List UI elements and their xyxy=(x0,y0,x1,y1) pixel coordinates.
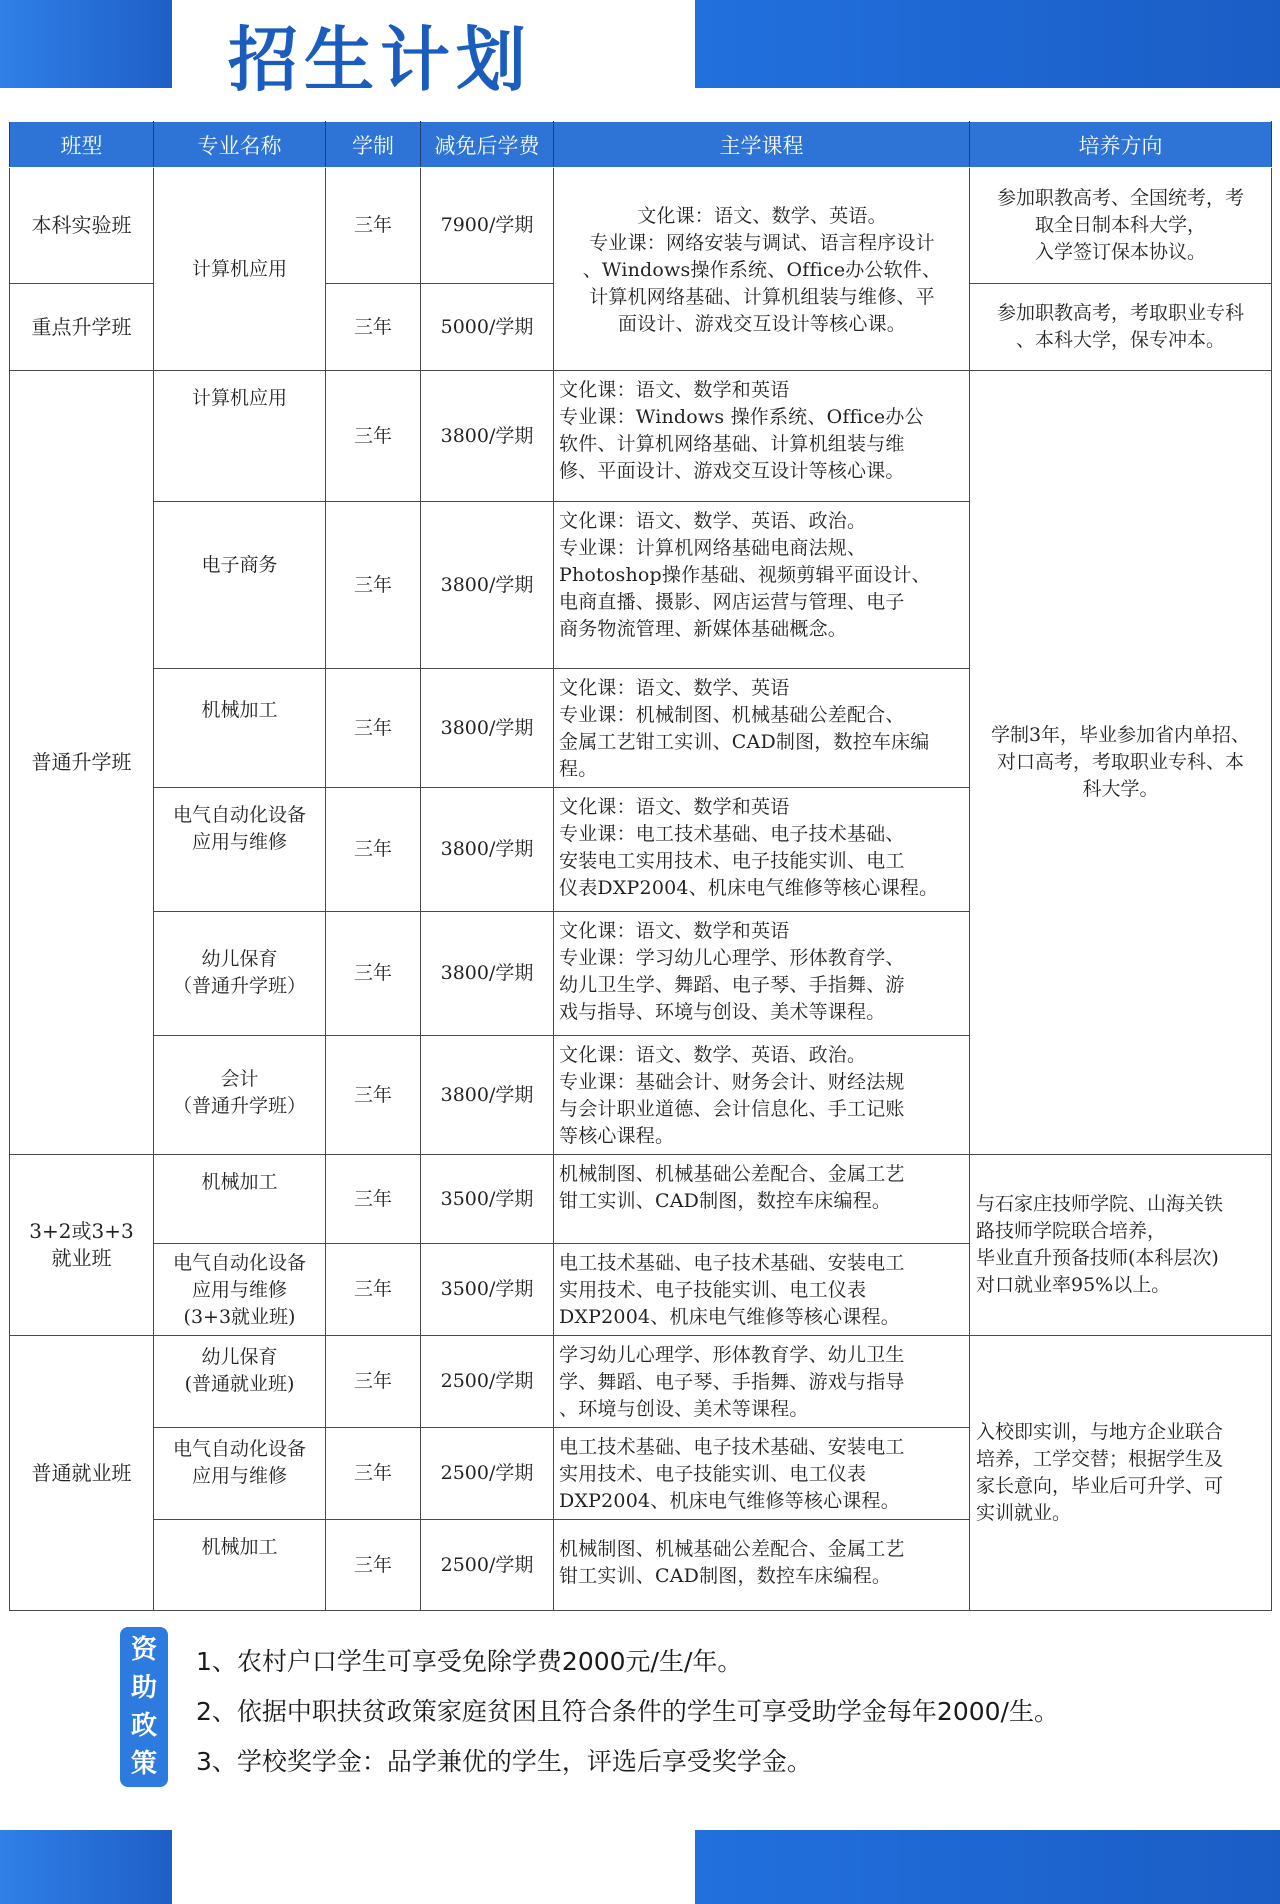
direction-line: 学制3年，毕业参加省内单招、 xyxy=(990,724,1251,746)
policy-badge-char: 资 xyxy=(130,1635,157,1665)
class-type-cell xyxy=(10,1155,154,1336)
duration-cell: 三年 xyxy=(326,1520,421,1611)
courses-cell xyxy=(554,788,970,912)
major-line: （普通升学班） xyxy=(172,975,306,997)
fee-cell: 2500/学期 xyxy=(421,1520,554,1611)
direction-line: 与石家庄技师学院、山海关铁 xyxy=(976,1193,1224,1215)
policy-badge-char: 策 xyxy=(130,1749,157,1779)
course-line: 程。 xyxy=(559,758,598,780)
table-row xyxy=(10,168,1272,284)
courses-cell xyxy=(554,1336,970,1428)
fee-cell: 3800/学期 xyxy=(421,669,554,788)
major-line: 电气自动化设备 xyxy=(172,1438,306,1460)
header-fee: 减免后学费 xyxy=(421,122,554,168)
major-cell xyxy=(154,1428,326,1520)
direction-cell xyxy=(970,1155,1272,1336)
courses-cell xyxy=(554,669,970,788)
course-line: 、环境与创设、美术等课程。 xyxy=(559,1398,809,1420)
class-type-cell: 普通就业班 xyxy=(10,1336,154,1611)
course-line: 机械制图、机械基础公差配合、金属工艺 xyxy=(559,1538,905,1560)
bottom-banner-left xyxy=(0,1830,172,1904)
major-cell: 计算机应用 xyxy=(154,168,326,371)
top-banner-left xyxy=(0,0,172,88)
major-cell xyxy=(154,669,326,788)
courses-cell xyxy=(554,1428,970,1520)
courses-cell xyxy=(554,502,970,669)
direction-line: 对口就业率95%以上。 xyxy=(976,1274,1171,1296)
major-cell xyxy=(154,912,326,1036)
major-line: 机械加工 xyxy=(201,699,278,721)
table-header-row xyxy=(10,122,1272,168)
course-line: 面设计、游戏交互设计等核心课。 xyxy=(617,312,906,335)
course-line: DXP2004、机床电气维修等核心课程。 xyxy=(559,1306,900,1328)
course-line: 学、舞蹈、电子琴、手指舞、游戏与指导 xyxy=(559,1371,905,1393)
course-line: DXP2004、机床电气维修等核心课程。 xyxy=(559,1490,900,1512)
major-cell xyxy=(154,1244,326,1336)
fee-cell: 2500/学期 xyxy=(421,1336,554,1428)
policy-item: 1、农村户口学生可享受免除学费2000元/生/年。 xyxy=(196,1647,743,1676)
course-line: 电工技术基础、电子技术基础、安装电工 xyxy=(559,1252,905,1274)
courses-cell xyxy=(554,1155,970,1244)
course-line: 、Windows操作系统、Office办公软件、 xyxy=(582,258,942,281)
header-courses: 主学课程 xyxy=(554,122,970,168)
course-line: 与会计职业道德、会计信息化、手工记账 xyxy=(559,1098,905,1120)
course-line: 实用技术、电子技能实训、电工仪表 xyxy=(559,1463,867,1485)
major-line: 机械加工 xyxy=(201,1536,278,1558)
courses-cell xyxy=(554,1520,970,1611)
course-line: 实用技术、电子技能实训、电工仪表 xyxy=(559,1279,867,1301)
direction-line: 参加职教高考，考取职业专科 xyxy=(996,302,1244,324)
policy-badge-char: 政 xyxy=(130,1711,157,1741)
course-line: 专业课：学习幼儿心理学、形体教育学、 xyxy=(559,947,905,969)
direction-cell xyxy=(970,284,1272,371)
policy-list xyxy=(196,1640,1059,1790)
major-line: (3+3就业班) xyxy=(183,1306,296,1328)
major-cell xyxy=(154,1155,326,1244)
major-line: 机械加工 xyxy=(201,1171,278,1193)
direction-line: 入校即实训，与地方企业联合 xyxy=(976,1421,1224,1443)
fee-cell: 3800/学期 xyxy=(421,502,554,669)
course-line: 文化课：语文、数学、英语 xyxy=(559,677,790,699)
direction-line: 路技师学院联合培养， xyxy=(976,1220,1167,1242)
policy-badge-char: 助 xyxy=(130,1673,157,1703)
direction-line: 实训就业。 xyxy=(976,1502,1072,1524)
duration-cell: 三年 xyxy=(326,168,421,284)
direction-cell xyxy=(970,371,1272,1155)
course-line: 等核心课程。 xyxy=(559,1125,675,1147)
major-line: 幼儿保育 xyxy=(201,1346,278,1368)
direction-line: 家长意向，毕业后可升学、可 xyxy=(976,1475,1224,1497)
class-type-line: 就业班 xyxy=(51,1246,112,1270)
enrollment-plan-table xyxy=(9,121,1272,1611)
course-line: 机械制图、机械基础公差配合、金属工艺 xyxy=(559,1163,905,1185)
course-line: 专业课：电工技术基础、电子技术基础、 xyxy=(559,823,905,845)
direction-cell xyxy=(970,168,1272,284)
courses-cell xyxy=(554,168,970,371)
course-line: 文化课：语文、数学和英语 xyxy=(559,379,790,401)
direction-line: 参加职教高考、全国统考，考 xyxy=(996,187,1244,209)
header-class-type: 班型 xyxy=(10,122,154,168)
major-line: 应用与维修 xyxy=(191,1279,287,1301)
course-line: 商务物流管理、新媒体基础概念。 xyxy=(559,618,848,640)
duration-cell: 三年 xyxy=(326,788,421,912)
fee-cell: 3800/学期 xyxy=(421,788,554,912)
fee-cell: 3500/学期 xyxy=(421,1155,554,1244)
course-line: 文化课：语文、数学、英语。 xyxy=(637,204,887,227)
top-banner-right xyxy=(695,0,1280,88)
fee-cell: 3500/学期 xyxy=(421,1244,554,1336)
duration-cell: 三年 xyxy=(326,502,421,669)
fee-cell: 3800/学期 xyxy=(421,371,554,502)
header-direction: 培养方向 xyxy=(970,122,1272,168)
major-line: 会计 xyxy=(220,1068,259,1090)
duration-cell: 三年 xyxy=(326,371,421,502)
fee-cell: 3800/学期 xyxy=(421,912,554,1036)
major-line: 电子商务 xyxy=(201,554,278,576)
direction-line: 、本科大学，保专冲本。 xyxy=(1015,329,1225,351)
fee-cell: 3800/学期 xyxy=(421,1036,554,1155)
course-line: 学习幼儿心理学、形体教育学、幼儿卫生 xyxy=(559,1344,905,1366)
major-line: （普通升学班） xyxy=(172,1095,306,1117)
course-line: 电商直播、摄影、网店运营与管理、电子 xyxy=(559,591,905,613)
direction-line: 入学签订保本协议。 xyxy=(1034,241,1206,263)
course-line: 专业课：Windows 操作系统、Office办公 xyxy=(559,406,924,428)
course-line: 计算机网络基础、计算机组装与维修、平 xyxy=(589,285,935,308)
table-row xyxy=(10,1155,1272,1244)
course-line: 金属工艺钳工实训、CAD制图，数控车床编 xyxy=(559,731,930,753)
duration-cell: 三年 xyxy=(326,1336,421,1428)
course-line: 文化课：语文、数学、英语、政治。 xyxy=(559,510,867,532)
duration-cell: 三年 xyxy=(326,1155,421,1244)
courses-cell xyxy=(554,912,970,1036)
courses-cell xyxy=(554,1036,970,1155)
header-major: 专业名称 xyxy=(154,122,326,168)
duration-cell: 三年 xyxy=(326,1036,421,1155)
course-line: 文化课：语文、数学和英语 xyxy=(559,920,790,942)
course-line: 仪表DXP2004、机床电气维修等核心课程。 xyxy=(559,877,939,899)
major-cell xyxy=(154,1036,326,1155)
courses-cell xyxy=(554,371,970,502)
class-type-cell: 重点升学班 xyxy=(10,284,154,371)
course-line: 软件、计算机网络基础、计算机组装与维 xyxy=(559,433,905,455)
course-line: 安装电工实用技术、电子技能实训、电工 xyxy=(559,850,905,872)
duration-cell: 三年 xyxy=(326,1244,421,1336)
course-line: 专业课：计算机网络基础电商法规、 xyxy=(559,537,867,559)
direction-cell xyxy=(970,1336,1272,1611)
fee-cell: 7900/学期 xyxy=(421,168,554,284)
header-duration: 学制 xyxy=(326,122,421,168)
class-type-cell: 本科实验班 xyxy=(10,168,154,284)
direction-line: 毕业直升预备技师(本科层次) xyxy=(976,1247,1219,1269)
class-type-cell: 普通升学班 xyxy=(10,371,154,1155)
fee-cell: 5000/学期 xyxy=(421,284,554,371)
major-cell xyxy=(154,371,326,502)
course-line: 电工技术基础、电子技术基础、安装电工 xyxy=(559,1436,905,1458)
direction-line: 培养，工学交替；根据学生及 xyxy=(976,1448,1224,1470)
policy-badge xyxy=(120,1627,168,1787)
major-line: (普通就业班) xyxy=(184,1373,295,1395)
major-line: 计算机应用 xyxy=(191,387,287,409)
course-line: 文化课：语文、数学和英语 xyxy=(559,796,790,818)
course-line: 钳工实训、CAD制图，数控车床编程。 xyxy=(559,1190,892,1212)
major-cell xyxy=(154,502,326,669)
table-row xyxy=(10,371,1272,502)
course-line: Photoshop操作基础、视频剪辑平面设计、 xyxy=(559,564,931,586)
course-line: 专业课：网络安装与调试、语言程序设计 xyxy=(589,231,935,254)
direction-line: 对口高考，考取职业专科、本 xyxy=(996,751,1244,773)
major-cell xyxy=(154,1336,326,1428)
major-line: 幼儿保育 xyxy=(201,948,278,970)
page-title: 招生计划 xyxy=(228,19,532,101)
major-line: 应用与维修 xyxy=(191,831,287,853)
bottom-banner-right xyxy=(695,1830,1280,1904)
course-line: 专业课：机械制图、机械基础公差配合、 xyxy=(559,704,905,726)
major-line: 电气自动化设备 xyxy=(172,1252,306,1274)
course-line: 文化课：语文、数学、英语、政治。 xyxy=(559,1044,867,1066)
duration-cell: 三年 xyxy=(326,912,421,1036)
course-line: 戏与指导、环境与创设、美术等课程。 xyxy=(559,1001,886,1023)
course-line: 修、平面设计、游戏交互设计等核心课。 xyxy=(559,460,905,482)
fee-cell: 2500/学期 xyxy=(421,1428,554,1520)
course-line: 幼儿卫生学、舞蹈、电子琴、手指舞、游 xyxy=(559,974,905,996)
duration-cell: 三年 xyxy=(326,284,421,371)
major-cell xyxy=(154,788,326,912)
major-cell xyxy=(154,1520,326,1611)
direction-line: 取全日制本科大学， xyxy=(1034,214,1206,236)
policy-item: 2、依据中职扶贫政策家庭贫困且符合条件的学生可享受助学金每年2000/生。 xyxy=(196,1697,1059,1726)
direction-line: 科大学。 xyxy=(1082,778,1159,800)
major-line: 应用与维修 xyxy=(191,1465,287,1487)
policy-item: 3、学校奖学金：品学兼优的学生，评选后享受奖学金。 xyxy=(196,1747,812,1776)
course-line: 钳工实训、CAD制图，数控车床编程。 xyxy=(559,1565,892,1587)
table-row xyxy=(10,1336,1272,1428)
courses-cell xyxy=(554,1244,970,1336)
class-type-line: 3+2或3+3 xyxy=(29,1219,134,1243)
major-line: 电气自动化设备 xyxy=(172,804,306,826)
duration-cell: 三年 xyxy=(326,1428,421,1520)
course-line: 专业课：基础会计、财务会计、财经法规 xyxy=(559,1071,905,1093)
duration-cell: 三年 xyxy=(326,669,421,788)
